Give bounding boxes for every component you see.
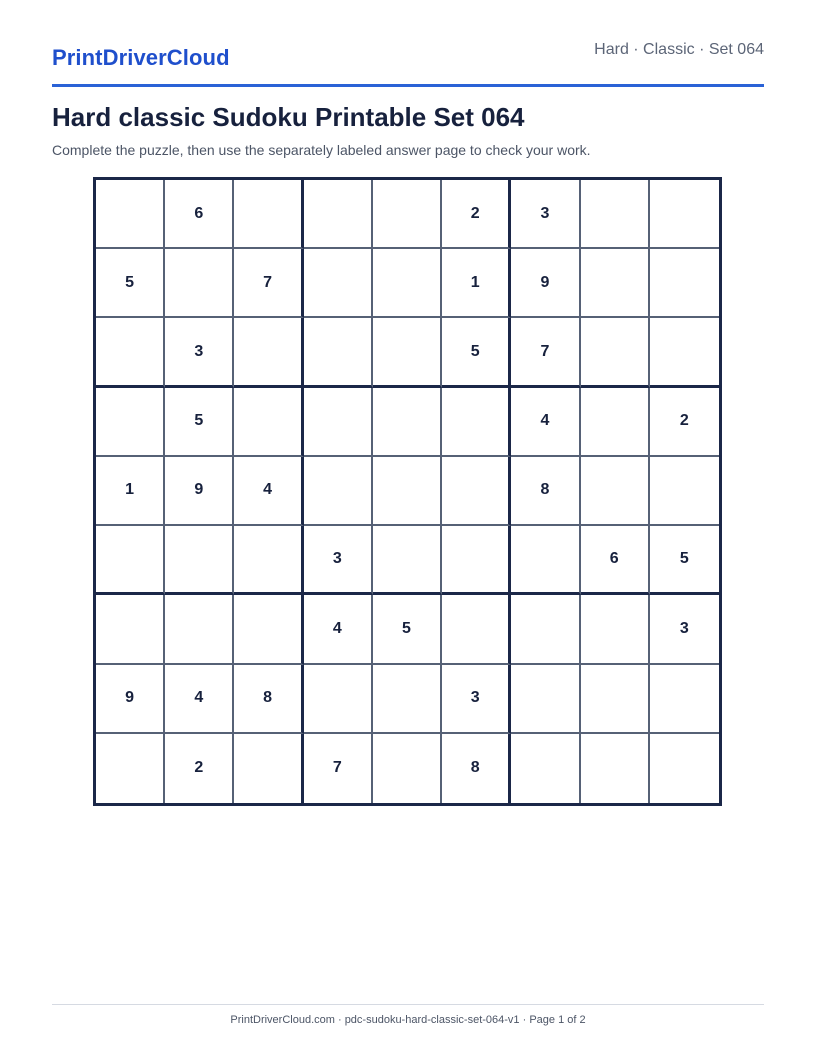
- sudoku-cell: [373, 249, 442, 318]
- sudoku-cell: [304, 457, 373, 526]
- sudoku-cell: 6: [581, 526, 650, 595]
- sudoku-cell: [650, 665, 719, 734]
- sudoku-cell: [581, 180, 650, 249]
- sudoku-cell: 3: [650, 595, 719, 664]
- sudoku-cell: [234, 734, 303, 803]
- sudoku-cell: [373, 734, 442, 803]
- sudoku-cell: [234, 180, 303, 249]
- sudoku-cell: 3: [165, 318, 234, 387]
- sudoku-cell: 9: [96, 665, 165, 734]
- sudoku-cell: [96, 734, 165, 803]
- page-title: Hard classic Sudoku Printable Set 064: [52, 102, 525, 132]
- sudoku-cell: 5: [442, 318, 511, 387]
- sudoku-cell: 6: [165, 180, 234, 249]
- sudoku-cell: 7: [304, 734, 373, 803]
- sudoku-cell: 5: [650, 526, 719, 595]
- sudoku-cell: 4: [511, 388, 580, 457]
- sudoku-cell: [373, 526, 442, 595]
- sudoku-cell: 1: [96, 457, 165, 526]
- sudoku-cell: [650, 457, 719, 526]
- sudoku-cell: 8: [442, 734, 511, 803]
- sudoku-cell: [442, 595, 511, 664]
- sudoku-cell: [96, 595, 165, 664]
- sudoku-cell: [511, 526, 580, 595]
- sudoku-cell: 4: [304, 595, 373, 664]
- sudoku-cell: [304, 388, 373, 457]
- sudoku-cell: [96, 388, 165, 457]
- sudoku-cell: [442, 457, 511, 526]
- sudoku-cell: [304, 249, 373, 318]
- sudoku-cell: [650, 180, 719, 249]
- sudoku-cell: [511, 665, 580, 734]
- sudoku-cell: [650, 734, 719, 803]
- sudoku-cell: [581, 665, 650, 734]
- sudoku-cell: 3: [511, 180, 580, 249]
- sudoku-cell: 3: [304, 526, 373, 595]
- sudoku-cell: [373, 388, 442, 457]
- sudoku-cell: [373, 180, 442, 249]
- sudoku-cell: [650, 318, 719, 387]
- sudoku-cell: [442, 388, 511, 457]
- sudoku-cell: [234, 526, 303, 595]
- page-header: [52, 36, 764, 87]
- sudoku-cell: [234, 388, 303, 457]
- page-footer: PrintDriverCloud.com · pdc-sudoku-hard-classic-set-064-v1 · Page 1 of 2: [52, 1004, 764, 1026]
- sudoku-cell: [373, 665, 442, 734]
- sudoku-cell: 3: [442, 665, 511, 734]
- sudoku-cell: 7: [511, 318, 580, 387]
- sudoku-cell: 9: [165, 457, 234, 526]
- sudoku-cell: 5: [373, 595, 442, 664]
- sudoku-cell: [165, 595, 234, 664]
- sudoku-cell: 5: [96, 249, 165, 318]
- page-subtitle: Complete the puzzle, then use the separately labeled answer page to check your work.: [52, 142, 591, 158]
- sudoku-cell: 2: [650, 388, 719, 457]
- sudoku-cell: [581, 595, 650, 664]
- sudoku-cell: [442, 526, 511, 595]
- sudoku-cell: [96, 318, 165, 387]
- sudoku-cell: 2: [442, 180, 511, 249]
- sudoku-grid: [93, 177, 722, 806]
- sudoku-cell: [234, 595, 303, 664]
- sudoku-cell: 2: [165, 734, 234, 803]
- sudoku-cell: 8: [511, 457, 580, 526]
- sudoku-cell: [165, 249, 234, 318]
- sudoku-cell: [96, 180, 165, 249]
- brand-logo: PrintDriverCloud: [52, 45, 230, 70]
- sudoku-cell: [96, 526, 165, 595]
- sudoku-cell: 4: [234, 457, 303, 526]
- sudoku-cell: [581, 388, 650, 457]
- sudoku-cell: [650, 249, 719, 318]
- sudoku-cell: [581, 457, 650, 526]
- sudoku-cell: 5: [165, 388, 234, 457]
- sudoku-cell: 1: [442, 249, 511, 318]
- sudoku-cell: [511, 734, 580, 803]
- breadcrumb: Hard · Classic · Set 064: [594, 41, 764, 58]
- sudoku-cell: [581, 734, 650, 803]
- sudoku-cell: [304, 665, 373, 734]
- sudoku-cell: [373, 457, 442, 526]
- sudoku-cell: 9: [511, 249, 580, 318]
- sudoku-cell: 4: [165, 665, 234, 734]
- sudoku-cell: [511, 595, 580, 664]
- sudoku-cell: [304, 318, 373, 387]
- sudoku-cell: [581, 249, 650, 318]
- sudoku-cell: 8: [234, 665, 303, 734]
- sudoku-cell: [581, 318, 650, 387]
- sudoku-cell: 7: [234, 249, 303, 318]
- sudoku-cell: [304, 180, 373, 249]
- sudoku-cell: [373, 318, 442, 387]
- sudoku-cell: [165, 526, 234, 595]
- sudoku-cell: [234, 318, 303, 387]
